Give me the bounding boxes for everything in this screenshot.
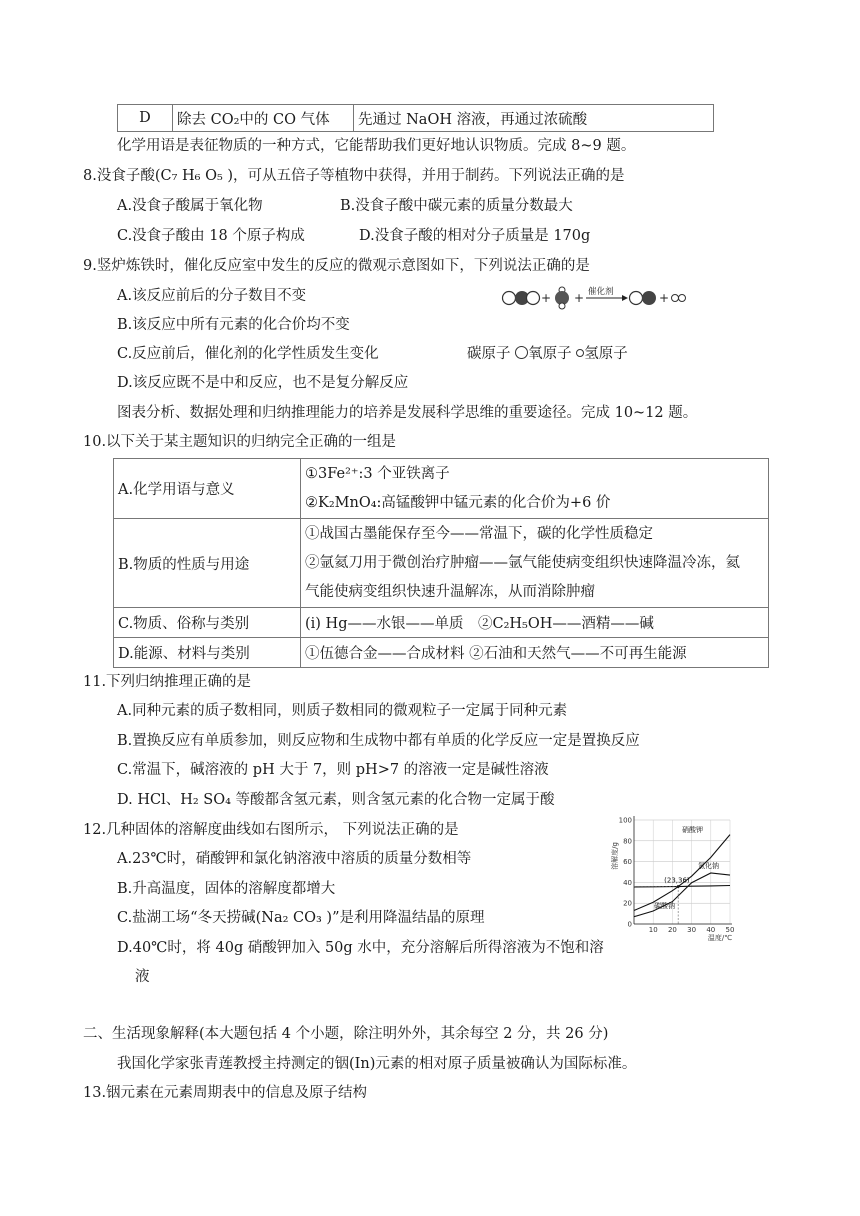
q13-stem: 13.铟元素在元素周期表中的信息及原子结构 [83,1085,368,1101]
q10-row-label: B.物质的性质与用途 [114,519,301,608]
q8-option-c: C.没食子酸由 18 个原子构成 [117,228,305,244]
q12-option-d-cont: 液 [135,969,150,985]
q10-row-line: 气能使病变组织快速升温解冻，从而消除肿瘤 [305,583,595,600]
y-tick-label: 20 [623,899,632,908]
q11-option-c: C.常温下，碱溶液的 pH 大于 7，则 pH>7 的溶液一定是碱性溶液 [117,762,549,778]
section2-heading: 二、生活现象解释(本大题包括 4 个小题，除注明外外，其余每空 2 分，共 26 分) [83,1026,609,1042]
q11-option-a: A.同种元素的质子数相同，则质子数相同的微观粒子一定属于同种元素 [117,703,568,719]
x-tick-label: 40 [706,926,716,934]
y-tick-label: 60 [623,858,632,867]
q10-stem: 10.以下关于某主题知识的归纳完全正确的一组是 [83,434,397,450]
x-tick-label: 20 [667,926,677,934]
x-axis-label: 温度/℃ [707,934,733,942]
q11-option-b: B.置换反应有单质参加，则反应物和生成物中都有单质的化学反应一定是置换反应 [117,733,640,749]
intersection-point [677,885,680,888]
q10-row-line: ①伍德合金——合成材料 ②石油和天然气——不可再生能源 [301,638,769,668]
atom-legend [467,342,628,363]
series-label: 碳酸钠 [654,902,675,910]
q10-row-b [114,519,769,608]
q12-option-b: B.升高温度，固体的溶解度都增大 [117,881,336,897]
solubility-chart [612,810,740,948]
svg-text:+: + [659,291,670,305]
oxygen-atom-icon [515,346,528,359]
q10-row-line: ①战国古墨能保存至今——常温下，碳的化学性质稳定 [305,525,653,542]
y-tick-label: 40 [623,878,632,887]
co-molecule [503,291,540,305]
q8-option-d: D.没食子酸的相对分子质量是 170g [359,228,591,244]
q9-stem: 9.竖炉炼铁时，催化反应室中发生的反应的微观示意图如下，下列说法正确的是 [83,258,590,274]
y-tick-label: 80 [623,837,632,846]
intro-10-12: 图表分析、数据处理和归纳推理能力的培养是发展科学思维的重要途径。完成 10~12 题。 [117,405,698,421]
y-axis-label: 溶解度/g [611,842,619,870]
x-tick-label: 50 [725,926,735,934]
q12-option-c: C.盐湖工场“冬天捞碱(Na₂ CO₃ )”是利用降温结晶的原理 [117,910,485,926]
series-line-1 [634,835,730,911]
q10-row-line: ②氩氦刀用于微创治疗肿瘤——氩气能使病变组织快速降温冷冻，氦 [305,554,740,571]
y-tick-label: 100 [618,816,632,825]
q10-row-line: ②K₂MnO₄:高锰酸钾中锰元素的化合价为+6 价 [305,494,611,511]
h2o-molecule [555,287,569,309]
q12-option-a: A.23℃时，硝酸钾和氯化钠溶液中溶质的质量分数相等 [117,851,472,867]
experiment-table [117,104,714,132]
catalyst-label: 催化剂 [588,287,614,297]
q10-row-d [114,638,769,668]
intro-8-9: 化学用语是表征物质的一种方式，它能帮助我们更好地认识物质。完成 8~9 题。 [117,138,636,154]
reaction-diagram [494,284,694,310]
q12-option-d: D.40℃时，将 40g 硝酸钾加入 50g 水中，充分溶解后所得溶液为不饱和溶 [117,940,604,956]
legend-oxygen: 氧原子 [528,346,572,362]
q8-option-b: B.没食子酸中碳元素的质量分数最大 [340,198,573,214]
q10-row-line: (i) Hg——水银——单质 ②C₂H₅OH——酒精——碱 [301,608,769,638]
section2-intro: 我国化学家张青莲教授主持测定的铟(In)元素的相对原子质量被确认为国际标准。 [117,1056,637,1072]
x-tick-label: 10 [648,926,658,934]
q9-option-c: C.反应前后，催化剂的化学性质发生变化 [117,346,379,362]
svg-text:+: + [541,291,552,305]
table-cell-method: 先通过 NaOH 溶液，再通过浓硫酸 [354,105,714,132]
table-cell-option: D [118,105,173,132]
q8-stem: 8.没食子酸(C₇ H₆ O₅ )，可从五倍子等植物中获得，并用于制药。下列说法正确的是 [83,168,625,184]
q10-row-line: ①3Fe²⁺:3 个亚铁离子 [305,465,450,482]
y-tick-label: 0 [627,920,632,929]
q10-row-label: C.物质、俗称与类别 [114,608,301,638]
legend-carbon: 碳原子 [467,346,511,362]
q10-table [113,458,769,668]
legend-hydrogen: 氢原子 [584,346,628,362]
q10-row-a [114,459,769,519]
q9-option-d: D.该反应既不是中和反应，也不是复分解反应 [117,375,409,391]
h2-molecule [672,295,686,302]
q12-stem: 12.几种固体的溶解度曲线如右图所示， 下列说法正确的是 [83,822,459,838]
q9-option-a: A.该反应前后的分子数目不变 [117,288,307,304]
q10-row-label: A.化学用语与意义 [114,459,301,519]
q11-stem: 11.下列归纳推理正确的是 [83,674,252,690]
co2-molecule [630,291,657,305]
svg-text:+: + [574,291,585,305]
q11-option-d: D. HCl、H₂ SO₄ 等酸都含氢元素，则含氢元素的化合物一定属于酸 [117,792,555,808]
table-cell-purpose: 除去 CO₂中的 CO 气体 [173,105,354,132]
q8-option-a: A.没食子酸属于氧化物 [117,198,263,214]
q10-row-label: D.能源、材料与类别 [114,638,301,668]
x-tick-label: 30 [687,926,697,934]
q10-row-c [114,608,769,638]
series-label: 硝酸钾 [682,826,703,834]
series-label: 氯化钠 [698,862,719,870]
intersection-annotation: (23,36) [664,876,690,885]
q9-option-b: B.该反应中所有元素的化合价均不变 [117,317,350,333]
